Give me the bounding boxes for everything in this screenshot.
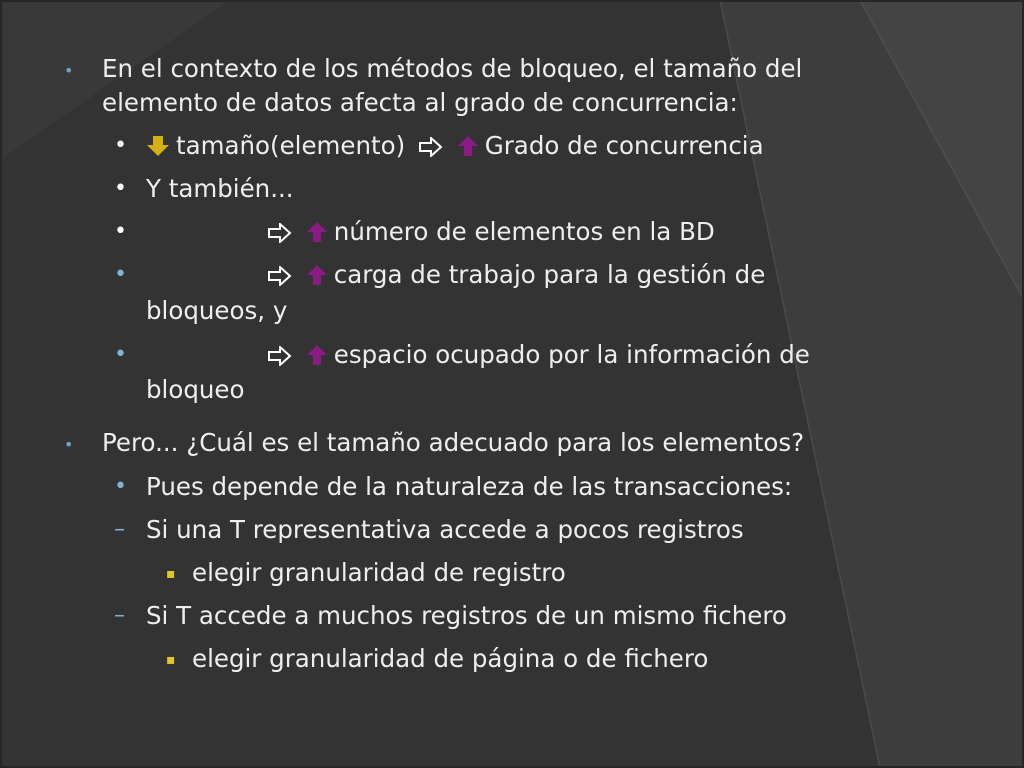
level2-bullet: • (114, 176, 127, 201)
text-line (146, 470, 792, 504)
text-line (146, 172, 294, 206)
level2-bullet: • (114, 219, 127, 244)
level1-bullet: • (64, 435, 74, 454)
text-line (268, 215, 715, 252)
line-text: Pero... ¿Cuál es el tamaño adecuado para los elementos? (102, 428, 805, 457)
text-line (146, 129, 764, 166)
line-text: carga de trabajo para la gestión de (333, 260, 766, 289)
hollow-right-arrow-icon (268, 341, 292, 375)
text-line (192, 642, 708, 676)
level2-bullet: • (114, 262, 127, 287)
text-line (268, 258, 765, 295)
text-line (102, 426, 804, 460)
line-text: Grado de concurrencia (484, 131, 764, 160)
text-line (192, 556, 566, 590)
level2-bullet: • (114, 474, 127, 499)
line-text: elemento de datos afecta al grado de concurrencia: (102, 88, 738, 117)
text-line (146, 294, 287, 328)
text-line (146, 599, 787, 633)
line-text: bloqueos, y (146, 296, 288, 325)
arrow-up-icon (457, 132, 479, 166)
line-text: Si una T representativa accede a pocos registros (146, 515, 744, 544)
arrow-up-icon (306, 261, 328, 295)
dash-bullet: – (114, 603, 125, 628)
level1-bullet: • (64, 61, 74, 80)
line-text: Pues depende de la naturaleza de las transacciones: (146, 472, 793, 501)
line-text: espacio ocupado por la información de (333, 340, 810, 369)
text-line (268, 338, 810, 375)
square-bullet: ▪ (166, 566, 176, 582)
line-text: bloqueo (146, 375, 245, 404)
text-line (146, 513, 744, 547)
arrow-up-icon (306, 341, 328, 375)
line-text: En el contexto de los métodos de bloqueo, el tamaño del (102, 54, 803, 83)
dash-bullet: – (114, 517, 125, 542)
square-bullet: ▪ (166, 652, 176, 668)
level2-bullet: • (114, 133, 127, 158)
line-text: Y también... (146, 174, 294, 203)
arrow-up-icon (306, 218, 328, 252)
line-text: elegir granularidad de página o de fichero (192, 644, 709, 673)
line-text: número de elementos en la BD (333, 217, 715, 246)
text-line (102, 52, 802, 86)
arrow-down-icon (146, 132, 170, 166)
line-text: elegir granularidad de registro (192, 558, 566, 587)
hollow-right-arrow-icon (268, 218, 292, 252)
hollow-right-arrow-icon (268, 261, 292, 295)
text-line (102, 86, 738, 120)
level2-bullet: • (114, 342, 127, 367)
hollow-right-arrow-icon (419, 132, 443, 166)
text-line (146, 373, 245, 407)
line-text: Si T accede a muchos registros de un mismo fichero (146, 601, 787, 630)
line-text: tamaño(elemento) (176, 131, 406, 160)
